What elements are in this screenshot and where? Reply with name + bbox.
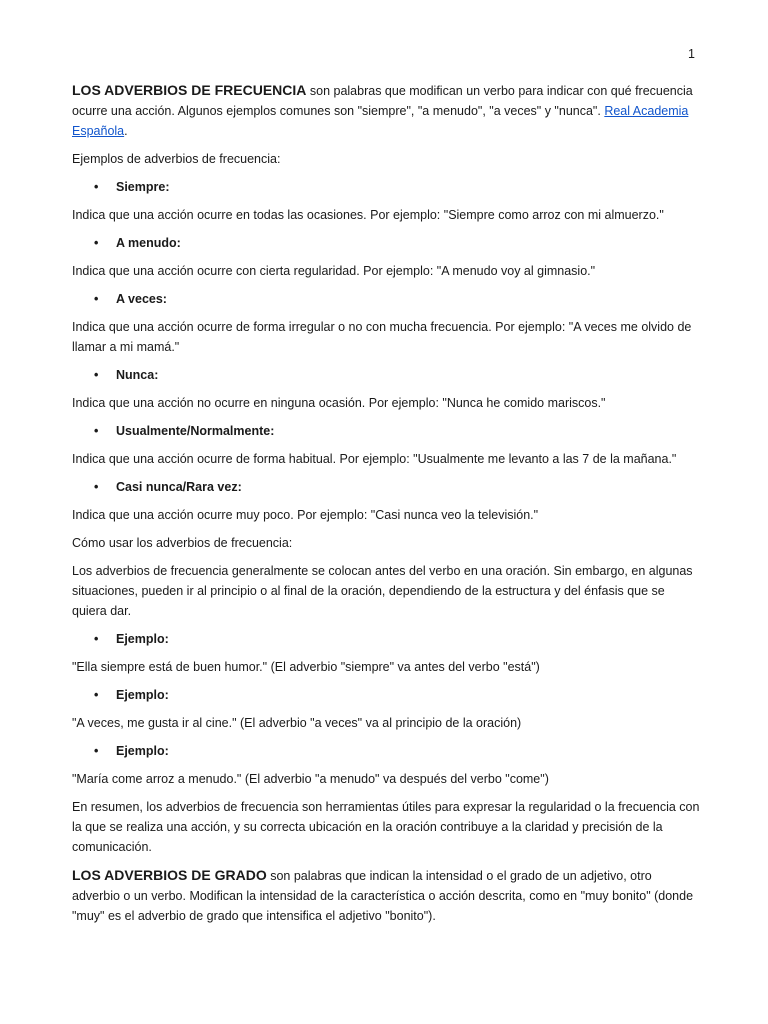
adverb-description: Indica que una acción no ocurre en ninguna ocasión. Por ejemplo: "Nunca he comido mariscos." — [72, 396, 606, 410]
adverb-item-3 — [72, 365, 700, 385]
adverb-term: • Usualmente/Normalmente: — [116, 421, 700, 441]
adverb-description: Indica que una acción ocurre de forma habitual. Por ejemplo: "Usualmente me levanto a las 7 de la mañana." — [72, 452, 677, 466]
document-body — [72, 80, 700, 934]
adverb-item-4 — [72, 421, 700, 441]
usage-example-1 — [72, 685, 700, 705]
adverb-description: Indica que una acción ocurre en todas las ocasiones. Por ejemplo: "Siempre como arroz con mi almuerzo." — [72, 208, 664, 222]
usage-paragraph: Los adverbios de frecuencia generalmente se colocan antes del verbo en una oración. Sin embargo, en algunas situaciones, pueden ir al principio o al final de la oración, dependiendo de la estructura y del énfasis que se quiera dar. — [72, 564, 693, 618]
usage-example-0 — [72, 629, 700, 649]
grado-paragraph — [72, 865, 700, 926]
example-term: • Ejemplo: — [116, 629, 700, 649]
summary-paragraph: En resumen, los adverbios de frecuencia son herramientas útiles para expresar la regularidad o la frecuencia con la que se realiza una acción, y su correcta ubicación en la oración contribuye a la claridad y precisión de la comunicación. — [72, 800, 700, 854]
adverb-item-5 — [72, 477, 700, 497]
adverb-item-1 — [72, 233, 700, 253]
adverb-description: Indica que una acción ocurre muy poco. Por ejemplo: "Casi nunca veo la televisión." — [72, 508, 539, 522]
intro-text: son palabras que modifican un verbo para indicar con qué frecuencia ocurre una acción. Algunos ejemplos comunes son "siempre", "a menudo", "a veces" y "nunca". — [72, 84, 693, 118]
grado-text: son palabras que indican la intensidad o el grado de un adjetivo, otro adverbio o un verbo. Modifican la intensidad de la característica o acción descrita, como en "muy bonito" (donde "muy" es el adverbio de grado que intensifica el adjetivo "bonito"). — [72, 869, 694, 923]
example-description: "Ella siempre está de buen humor." (El adverbio "siempre" va antes del verbo "está") — [72, 660, 540, 674]
example-description: "A veces, me gusta ir al cine." (El adverbio "a veces" va al principio de la oración) — [72, 716, 522, 730]
example-term: • Ejemplo: — [116, 685, 700, 705]
adverb-term: • Siempre: — [116, 177, 700, 197]
adverb-description: Indica que una acción ocurre con cierta regularidad. Por ejemplo: "A menudo voy al gimnasio." — [72, 264, 596, 278]
adverb-item-0 — [72, 177, 700, 197]
adverb-term: • A veces: — [116, 289, 700, 309]
adverb-term: • Casi nunca/Rara vez: — [116, 477, 700, 497]
adverb-term: • Nunca: — [116, 365, 700, 385]
usage-example-2 — [72, 741, 700, 761]
usage-title: Cómo usar los adverbios de frecuencia: — [72, 536, 293, 550]
adverb-item-2 — [72, 289, 700, 309]
example-term: • Ejemplo: — [116, 741, 700, 761]
examples-title: Ejemplos de adverbios de frecuencia: — [72, 152, 281, 166]
frecuencia-heading: LOS ADVERBIOS DE FRECUENCIA — [72, 82, 307, 98]
rae-link[interactable]: Real Academia Española — [72, 104, 689, 138]
adverb-term: • A menudo: — [116, 233, 700, 253]
intro-paragraph — [72, 80, 700, 141]
page-number: 1 — [688, 47, 695, 61]
intro-end: . — [124, 124, 128, 138]
grado-heading: LOS ADVERBIOS DE GRADO — [72, 867, 267, 883]
example-description: "María come arroz a menudo." (El adverbio "a menudo" va después del verbo "come") — [72, 772, 549, 786]
adverb-description: Indica que una acción ocurre de forma irregular o no con mucha frecuencia. Por ejemplo: "A veces me olvido de llamar a mi mamá." — [72, 320, 692, 354]
